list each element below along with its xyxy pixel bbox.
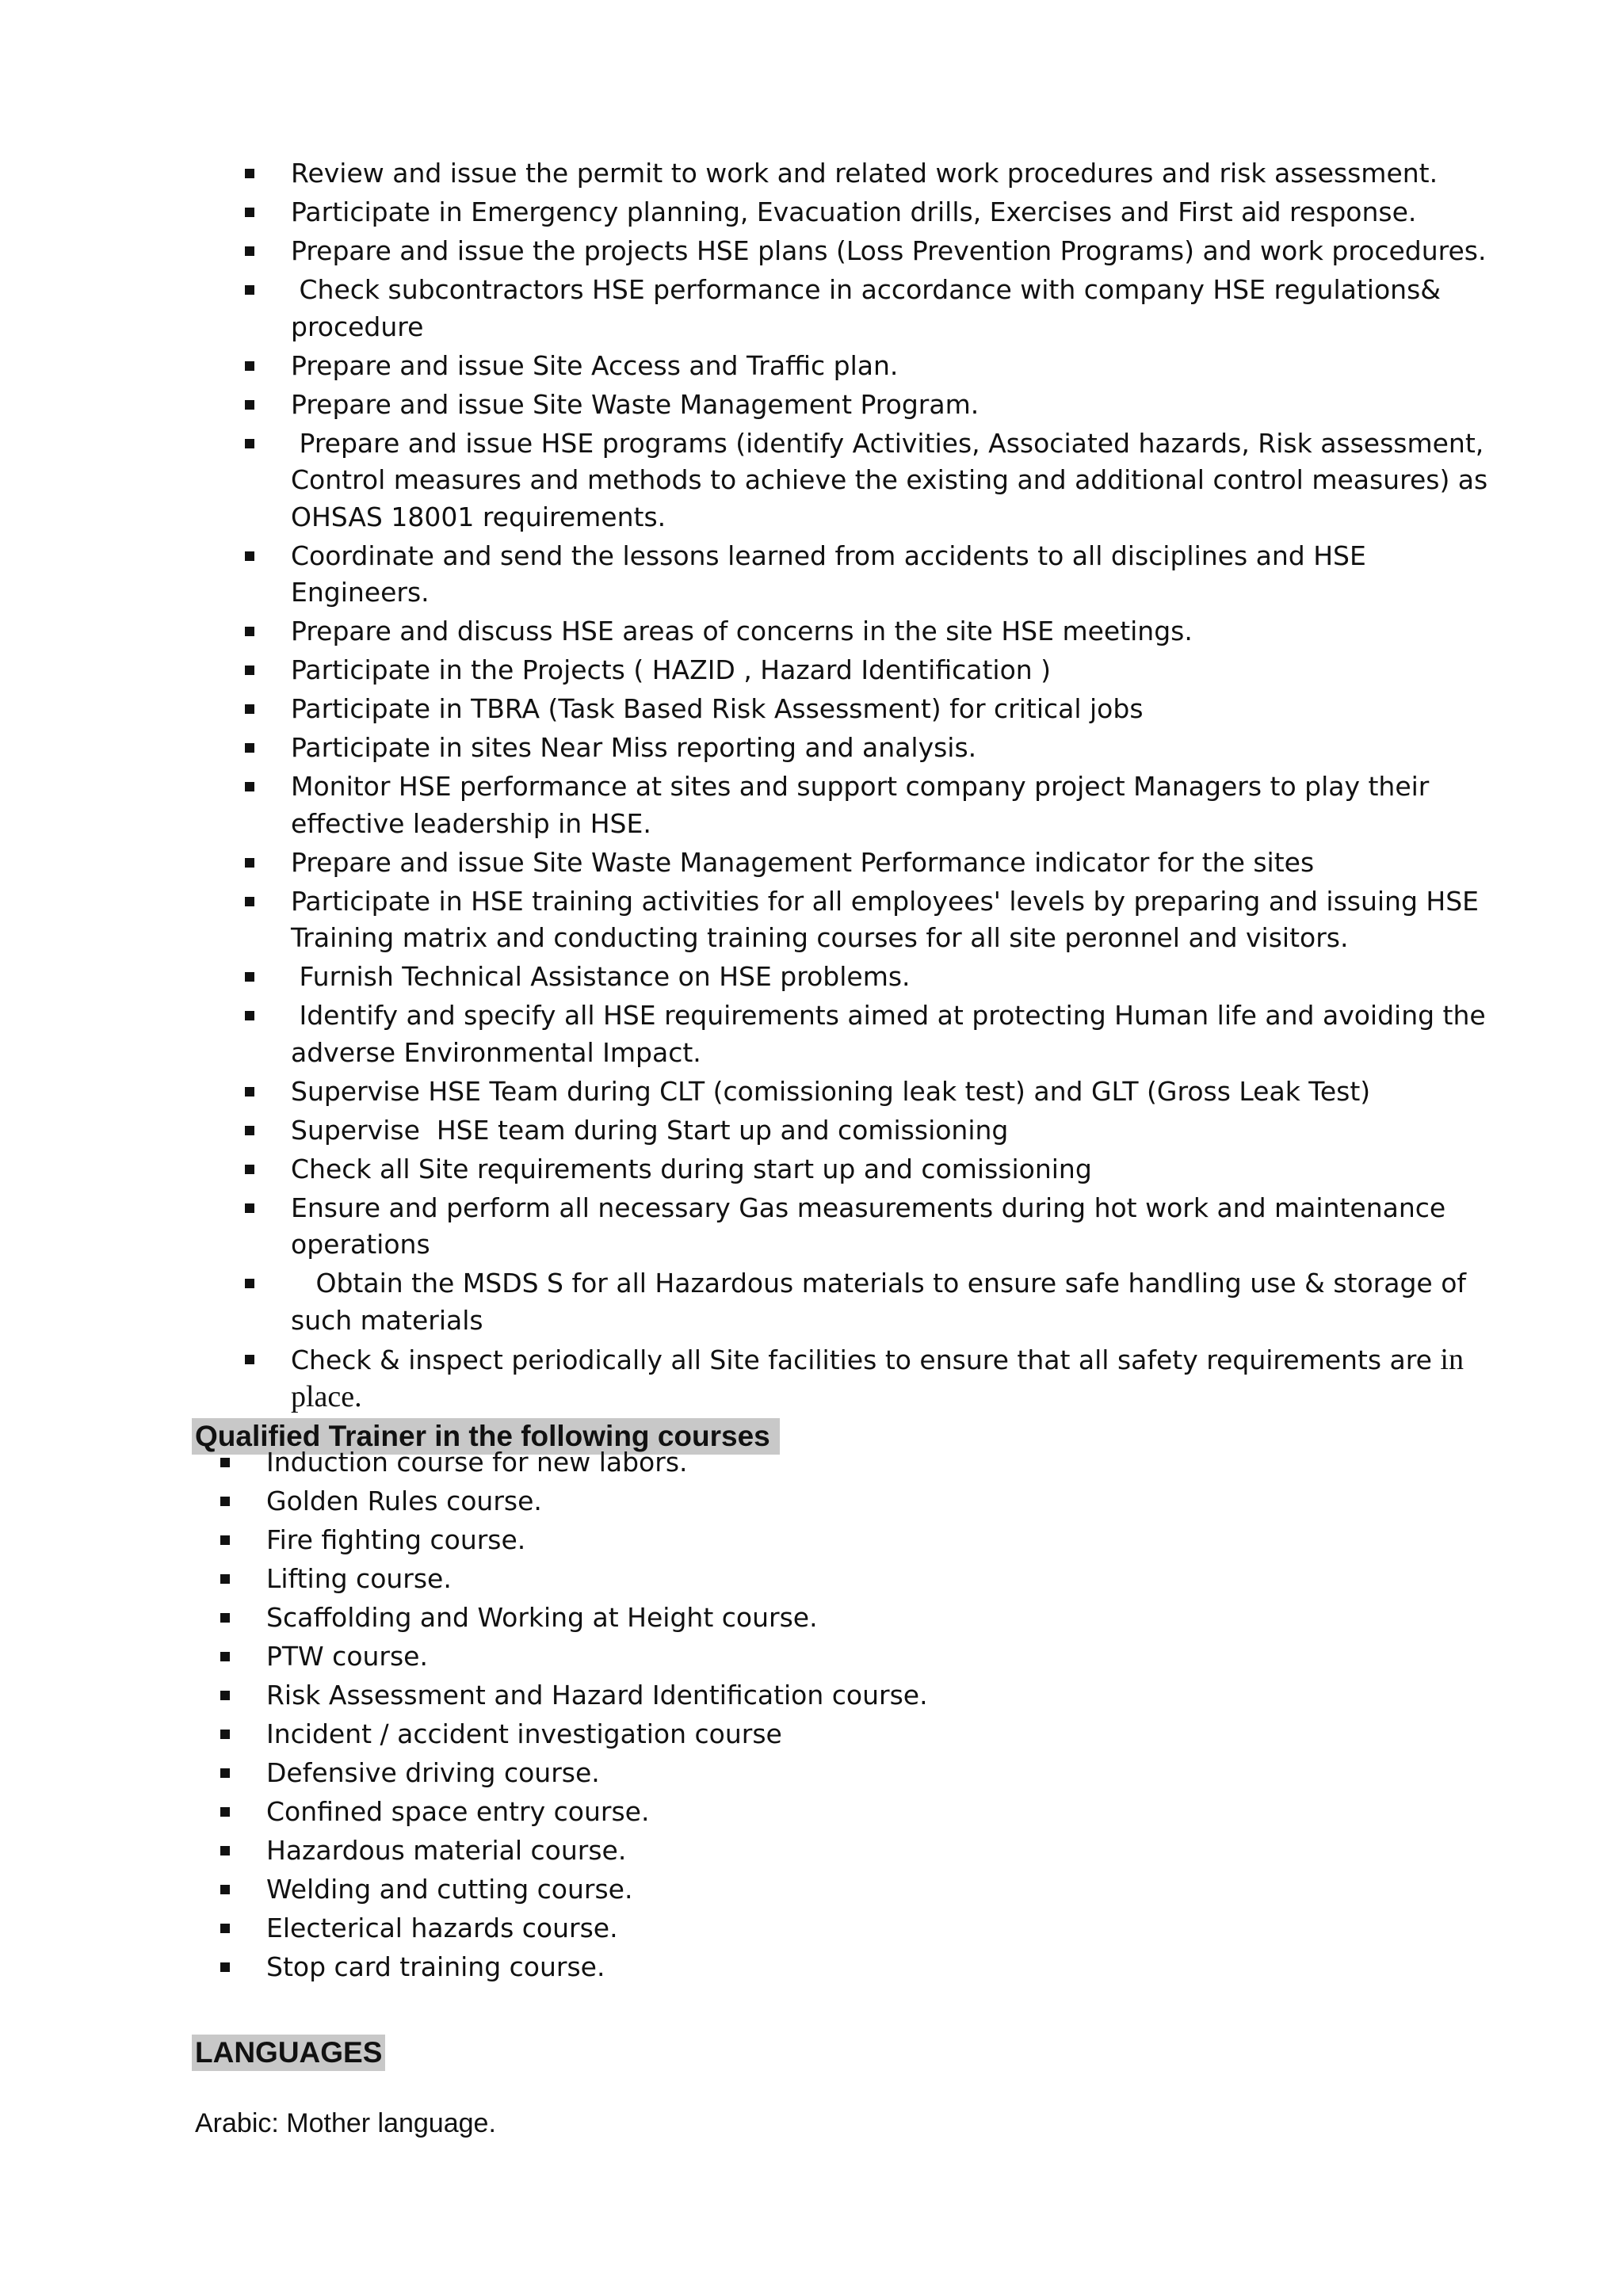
- square-bullet-icon: [220, 1807, 230, 1817]
- square-bullet-icon: [245, 1126, 254, 1135]
- square-bullet-icon: [245, 1279, 254, 1288]
- square-bullet-icon: [245, 361, 254, 371]
- square-bullet-icon: [220, 1846, 230, 1855]
- list-item: Participate in Emergency planning, Evacuation drills, Exercises and First aid response.: [291, 194, 1499, 233]
- list-item: Welding and cutting course.: [266, 1871, 1376, 1910]
- list-item: Participate in TBRA (Task Based Risk Assessment) for critical jobs: [291, 691, 1499, 730]
- square-bullet-icon: [245, 208, 254, 217]
- square-bullet-icon: [245, 246, 254, 256]
- list-item: Stop card training course.: [266, 1949, 1376, 1988]
- square-bullet-icon: [245, 704, 254, 714]
- list-item: Furnish Technical Assistance on HSE problems.: [291, 959, 1499, 997]
- list-item: Incident / accident investigation course: [266, 1716, 1376, 1755]
- square-bullet-icon: [245, 743, 254, 753]
- list-item: Check subcontractors HSE performance in accordance with company HSE regulations& procedure: [291, 272, 1499, 348]
- square-bullet-icon: [220, 1458, 230, 1467]
- square-bullet-icon: [220, 1652, 230, 1661]
- square-bullet-icon: [245, 897, 254, 906]
- list-item: Monitor HSE performance at sites and support company project Managers to play their effective leadership in HSE.: [291, 769, 1499, 845]
- list-item: Review and issue the permit to work and related work procedures and risk assessment.: [291, 155, 1499, 194]
- list-item: Check all Site requirements during start up and comissioning: [291, 1151, 1499, 1190]
- square-bullet-icon: [220, 1497, 230, 1506]
- square-bullet-icon: [245, 627, 254, 636]
- square-bullet-icon: [245, 1355, 254, 1364]
- list-item: Prepare and issue Site Waste Management Performance indicator for the sites: [291, 845, 1499, 883]
- square-bullet-icon: [245, 1011, 254, 1020]
- list-item: Obtain the MSDS S for all Hazardous materials to ensure safe handling use & storage of such materials: [291, 1265, 1499, 1341]
- square-bullet-icon: [245, 1165, 254, 1174]
- list-item: Lifting course.: [266, 1561, 1376, 1600]
- list-item: Prepare and discuss HSE areas of concerns in the site HSE meetings.: [291, 613, 1499, 652]
- languages-section-heading: LANGUAGES: [192, 2035, 385, 2071]
- list-item: Supervise HSE Team during CLT (comissioning leak test) and GLT (Gross Leak Test): [291, 1074, 1499, 1112]
- list-item: Golden Rules course.: [266, 1483, 1376, 1522]
- list-item: Check & inspect periodically all Site facilities to ensure that all safety requirements are in place.: [291, 1341, 1499, 1419]
- list-item: Fire fighting course.: [266, 1522, 1376, 1561]
- list-item: Ensure and perform all necessary Gas measurements during hot work and maintenance operations: [291, 1190, 1499, 1266]
- list-item: Prepare and issue HSE programs (identify Activities, Associated hazards, Risk assessment, Control measures and methods to achieve the existing and additional control measures) as OHSAS 18001 requirements.: [291, 425, 1499, 538]
- hse-duties-list: [291, 155, 1499, 1418]
- list-item: Coordinate and send the lessons learned from accidents to all disciplines and HSE Engineers.: [291, 538, 1499, 614]
- square-bullet-icon: [220, 1962, 230, 1972]
- list-item: Confined space entry course.: [266, 1794, 1376, 1833]
- square-bullet-icon: [220, 1768, 230, 1778]
- square-bullet-icon: [245, 1087, 254, 1097]
- square-bullet-icon: [245, 972, 254, 982]
- square-bullet-icon: [245, 285, 254, 295]
- square-bullet-icon: [245, 666, 254, 675]
- list-item: Scaffolding and Working at Height course.: [266, 1600, 1376, 1638]
- list-item: Electerical hazards course.: [266, 1910, 1376, 1949]
- list-item: Supervise HSE team during Start up and comissioning: [291, 1112, 1499, 1151]
- square-bullet-icon: [245, 551, 254, 561]
- list-item: Prepare and issue Site Access and Traffic plan.: [291, 348, 1499, 387]
- square-bullet-icon: [245, 858, 254, 868]
- square-bullet-icon: [245, 1203, 254, 1213]
- square-bullet-icon: [245, 169, 254, 178]
- list-item: Prepare and issue Site Waste Management Program.: [291, 387, 1499, 425]
- square-bullet-icon: [245, 439, 254, 448]
- square-bullet-icon: [220, 1535, 230, 1545]
- list-item: PTW course.: [266, 1638, 1376, 1677]
- list-item: Hazardous material course.: [266, 1833, 1376, 1871]
- square-bullet-icon: [220, 1730, 230, 1739]
- list-item: Participate in sites Near Miss reporting and analysis.: [291, 730, 1499, 769]
- square-bullet-icon: [220, 1924, 230, 1933]
- square-bullet-icon: [220, 1613, 230, 1623]
- square-bullet-icon: [220, 1691, 230, 1700]
- list-item: Identify and specify all HSE requirements aimed at protecting Human life and avoiding the adverse Environmental Impact.: [291, 997, 1499, 1074]
- trainer-courses-list: [266, 1444, 1376, 1988]
- square-bullet-icon: [220, 1574, 230, 1584]
- list-item: Participate in the Projects ( HAZID , Hazard Identification ): [291, 652, 1499, 691]
- list-item: Prepare and issue the projects HSE plans (Loss Prevention Programs) and work procedures.: [291, 233, 1499, 272]
- square-bullet-icon: [220, 1885, 230, 1894]
- square-bullet-icon: [245, 400, 254, 410]
- square-bullet-icon: [245, 782, 254, 791]
- languages-text: Arabic: Mother language.: [195, 2108, 496, 2138]
- list-item: Risk Assessment and Hazard Identification course.: [266, 1677, 1376, 1716]
- list-item: Defensive driving course.: [266, 1755, 1376, 1794]
- list-item: Induction course for new labors.: [266, 1444, 1376, 1483]
- courses-section-heading: Qualified Trainer in the following courses: [192, 1418, 780, 1455]
- list-item: Participate in HSE training activities for all employees' levels by preparing and issuing HSE Training matrix and conducting training courses for all site peronnel and visitors.: [291, 883, 1499, 959]
